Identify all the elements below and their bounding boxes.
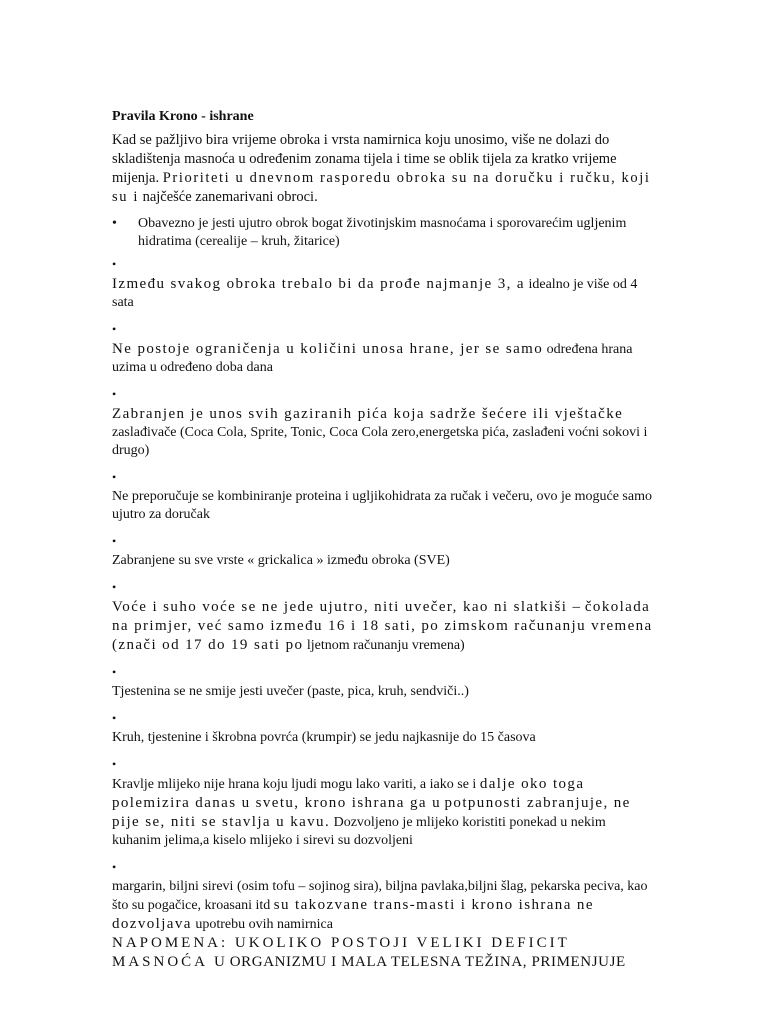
list-item-text: čokolada na primjer, već samo između 16 i 18 sati, po zimskom računanju vremena (znači od 17 do 19 sati po bbox=[112, 599, 653, 653]
list-item bbox=[112, 215, 657, 251]
bullet-icon: • bbox=[112, 757, 117, 771]
intro-paragraph bbox=[112, 131, 657, 207]
bullet-icon: • bbox=[112, 665, 117, 679]
bullet-icon: • bbox=[112, 322, 117, 336]
list-item-text: Zabranjene su sve vrste « grickalica » između obroka (SVE) bbox=[112, 553, 450, 568]
list-item-text: Između svakog obroka trebalo bi da prođe najmanje 3, a bbox=[112, 276, 525, 292]
bullet-icon: • bbox=[112, 470, 117, 484]
note-paragraph bbox=[112, 934, 657, 972]
list-item-text: ljetnom računanju vremena) bbox=[306, 638, 465, 653]
bullet-icon: • bbox=[112, 711, 117, 725]
intro-text-3: najčešće zanemarivani obroci. bbox=[142, 189, 318, 205]
document-title: Pravila Krono - ishrane bbox=[112, 109, 254, 124]
bullet-icon: • bbox=[112, 216, 117, 231]
bullet-icon: • bbox=[112, 534, 117, 548]
list-item-text: Kruh, tjestenine i škrobna povrća (krumpir) se jedu najkasnije do 15 časova bbox=[112, 730, 536, 745]
list-item-text: dalje oko toga polemizira danas u svetu, krono ishrana ga u bbox=[112, 776, 585, 811]
intro-text-1: Kad se pažljivo bira vrijeme obroka i vrsta namirnica koju unosimo, više ne dolazi do skladištenja masnoća u određenim zonama tijela i time se oblik tijela za kratko vrijeme mijenja. bbox=[112, 132, 617, 186]
list-item bbox=[112, 878, 657, 934]
document-page bbox=[112, 108, 657, 972]
list-item bbox=[112, 340, 657, 377]
note-text-1: NAPOMENA: UKOLIKO POSTOJI VELIKI DEFICIT MASNOĆA bbox=[112, 935, 570, 970]
list-item-text: potpunosti zabranjuje, ne pije se, niti se stavlja u kavu. bbox=[112, 795, 631, 830]
list-item bbox=[112, 683, 657, 701]
list-item bbox=[112, 488, 657, 524]
bullet-icon: • bbox=[112, 257, 117, 271]
intro-text-2: Prioriteti u dnevnom rasporedu obroka su na doručku i ručku, koji su i bbox=[112, 170, 651, 205]
list-item-text: Ne preporučuje se kombiniranje proteina i ugljikohidrata za ručak i večeru, ovo je moguće samo ujutro za doručak bbox=[112, 489, 652, 522]
list-item bbox=[112, 729, 657, 747]
note-text-2: U ORGANIZMU I MALA TELESNA TEŽINA, PRIMENJUJE bbox=[213, 954, 626, 970]
list-item-text: određena hrana uzima u određeno doba dana bbox=[112, 342, 633, 375]
bullet-icon: • bbox=[112, 387, 117, 401]
list-item bbox=[112, 598, 657, 655]
list-item bbox=[112, 275, 657, 312]
list-item-text: Zabranjen je unos svih gaziranih pića koja sadrže šećere ili vještačke bbox=[112, 406, 624, 422]
list-item-text: Obavezno je jesti ujutro obrok bogat životinjskim masnoćama i sporovarećim ugljenim hidratima (cerealije – kruh, žitarice) bbox=[138, 216, 627, 249]
list-item bbox=[112, 405, 657, 460]
list-item bbox=[112, 552, 657, 570]
list-item bbox=[112, 775, 657, 850]
bullet-icon: • bbox=[112, 860, 117, 874]
list-item-text: margarin, biljni sirevi (osim tofu – sojinog sira), biljna pavlaka,biljni šlag, pekarska peciva, kao što su pogačice, kroasani itd bbox=[112, 879, 648, 913]
bullet-icon: • bbox=[112, 580, 117, 594]
list-item-text: Tjestenina se ne smije jesti uvečer (paste, pica, kruh, sendviči..) bbox=[112, 684, 469, 699]
list-item-text: idealno je više od 4 sata bbox=[112, 277, 638, 310]
list-item-text: upotrebu ovih namirnica bbox=[195, 917, 333, 932]
list-item-text: zaslađivače (Coca Cola, Sprite, Tonic, Coca Cola zero,energetska pića, zaslađeni voćni sokovi i drugo) bbox=[112, 425, 648, 458]
list-item-text: Kravlje mlijeko nije hrana koju ljudi mogu lako variti, a iako se i bbox=[112, 777, 477, 792]
list-item-text: Dozvoljeno je mlijeko koristiti ponekad u nekim kuhanim jelima,a kiselo mlijeko i sirevi su dozvoljeni bbox=[112, 815, 606, 848]
list-item-text: su takozvane trans-masti i krono ishrana ne dozvoljava bbox=[112, 897, 594, 932]
list-item-text: Voće i suho voće se ne jede ujutro, niti uvečer, kao ni slatkiši – bbox=[112, 599, 582, 615]
list-item-text: Ne postoje ograničenja u količini unosa hrane, jer se samo bbox=[112, 341, 544, 357]
